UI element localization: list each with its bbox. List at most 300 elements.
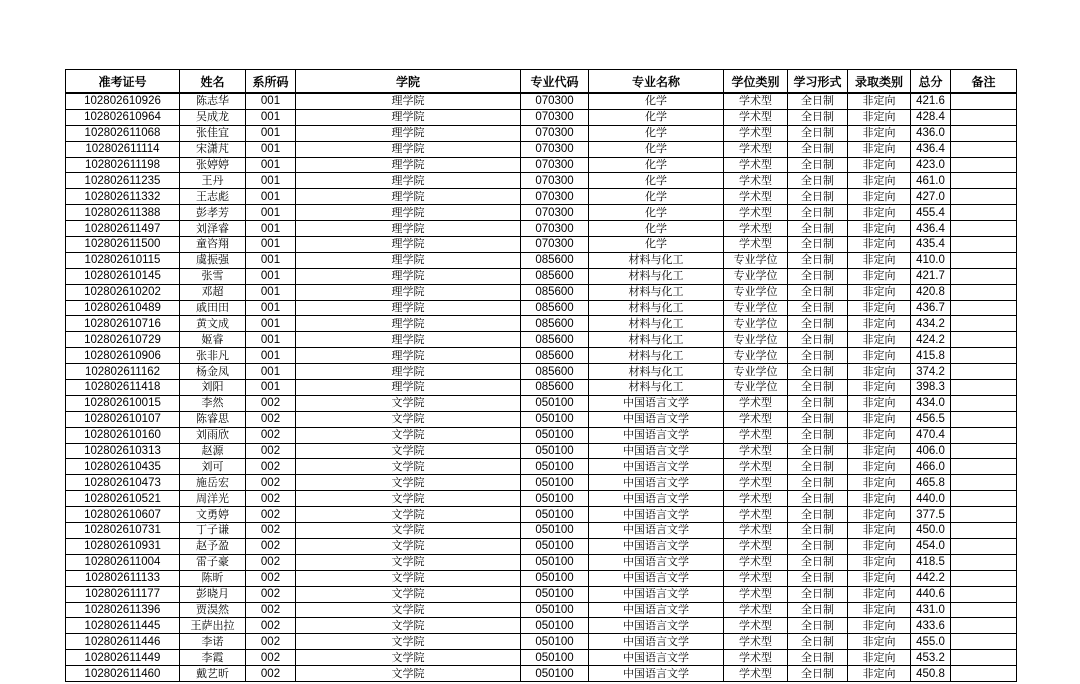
cell-exam-id: 102802611114 — [66, 141, 180, 157]
cell-dept-code: 001 — [246, 380, 296, 396]
header-row — [66, 70, 1017, 94]
cell-remarks — [951, 380, 1017, 396]
cell-dept-code: 002 — [246, 507, 296, 523]
cell-admission-type: 非定向 — [848, 459, 911, 475]
cell-remarks — [951, 364, 1017, 380]
cell-dept-code: 002 — [246, 427, 296, 443]
cell-admission-type: 非定向 — [848, 586, 911, 602]
cell-major-code: 070300 — [521, 141, 589, 157]
cell-major-name: 化学 — [589, 109, 724, 125]
table-row — [66, 125, 1017, 141]
cell-study-mode: 全日制 — [788, 491, 848, 507]
cell-admission-type: 非定向 — [848, 237, 911, 253]
table-row — [66, 93, 1017, 109]
cell-major-code: 070300 — [521, 109, 589, 125]
cell-name: 赵予盈 — [180, 538, 246, 554]
cell-major-name: 中国语言文学 — [589, 411, 724, 427]
cell-exam-id: 102802611004 — [66, 554, 180, 570]
cell-college: 理学院 — [296, 364, 521, 380]
cell-admission-type: 非定向 — [848, 650, 911, 666]
cell-dept-code: 002 — [246, 395, 296, 411]
cell-admission-type: 非定向 — [848, 364, 911, 380]
table-row — [66, 618, 1017, 634]
cell-college: 文学院 — [296, 427, 521, 443]
table-row — [66, 395, 1017, 411]
cell-admission-type: 非定向 — [848, 221, 911, 237]
cell-degree-type: 学术型 — [724, 538, 788, 554]
table-row — [66, 141, 1017, 157]
cell-remarks — [951, 586, 1017, 602]
cell-major-name: 中国语言文学 — [589, 523, 724, 539]
cell-degree-type: 学术型 — [724, 634, 788, 650]
cell-study-mode: 全日制 — [788, 316, 848, 332]
table-row — [66, 284, 1017, 300]
cell-dept-code: 001 — [246, 173, 296, 189]
cell-dept-code: 002 — [246, 666, 296, 682]
cell-exam-id: 102802610964 — [66, 109, 180, 125]
cell-major-code: 070300 — [521, 205, 589, 221]
cell-total-score: 453.2 — [911, 650, 951, 666]
column-header-total-score: 总分 — [911, 70, 951, 94]
cell-degree-type: 学术型 — [724, 411, 788, 427]
cell-major-code: 070300 — [521, 93, 589, 109]
column-header-major-code: 专业代码 — [521, 70, 589, 94]
cell-study-mode: 全日制 — [788, 586, 848, 602]
cell-major-name: 中国语言文学 — [589, 459, 724, 475]
cell-total-score: 455.0 — [911, 634, 951, 650]
cell-remarks — [951, 284, 1017, 300]
cell-dept-code: 001 — [246, 205, 296, 221]
cell-dept-code: 002 — [246, 618, 296, 634]
cell-major-name: 中国语言文学 — [589, 554, 724, 570]
cell-name: 吴成龙 — [180, 109, 246, 125]
cell-study-mode: 全日制 — [788, 300, 848, 316]
cell-total-score: 436.4 — [911, 141, 951, 157]
cell-dept-code: 002 — [246, 586, 296, 602]
cell-dept-code: 001 — [246, 268, 296, 284]
cell-dept-code: 002 — [246, 602, 296, 618]
cell-remarks — [951, 570, 1017, 586]
column-header-admission-type: 录取类别 — [848, 70, 911, 94]
cell-name: 陈睿思 — [180, 411, 246, 427]
cell-study-mode: 全日制 — [788, 109, 848, 125]
cell-college: 理学院 — [296, 268, 521, 284]
cell-college: 理学院 — [296, 300, 521, 316]
cell-major-name: 中国语言文学 — [589, 570, 724, 586]
cell-exam-id: 102802611396 — [66, 602, 180, 618]
cell-remarks — [951, 523, 1017, 539]
cell-name: 宋潇芃 — [180, 141, 246, 157]
cell-degree-type: 学术型 — [724, 491, 788, 507]
table-row — [66, 157, 1017, 173]
cell-remarks — [951, 666, 1017, 682]
cell-dept-code: 001 — [246, 364, 296, 380]
cell-exam-id: 102802610145 — [66, 268, 180, 284]
cell-major-name: 材料与化工 — [589, 316, 724, 332]
cell-study-mode: 全日制 — [788, 284, 848, 300]
cell-name: 邓超 — [180, 284, 246, 300]
cell-study-mode: 全日制 — [788, 507, 848, 523]
cell-total-score: 450.0 — [911, 523, 951, 539]
cell-major-code: 070300 — [521, 221, 589, 237]
cell-total-score: 435.4 — [911, 237, 951, 253]
cell-degree-type: 学术型 — [724, 507, 788, 523]
cell-total-score: 440.6 — [911, 586, 951, 602]
cell-major-code: 085600 — [521, 284, 589, 300]
cell-total-score: 466.0 — [911, 459, 951, 475]
cell-study-mode: 全日制 — [788, 332, 848, 348]
table-header — [66, 70, 1017, 94]
cell-degree-type: 学术型 — [724, 173, 788, 189]
cell-study-mode: 全日制 — [788, 570, 848, 586]
cell-admission-type: 非定向 — [848, 475, 911, 491]
cell-dept-code: 002 — [246, 570, 296, 586]
cell-name: 姬睿 — [180, 332, 246, 348]
cell-degree-type: 学术型 — [724, 237, 788, 253]
cell-total-score: 455.4 — [911, 205, 951, 221]
cell-name: 陈志华 — [180, 93, 246, 109]
cell-dept-code: 002 — [246, 443, 296, 459]
cell-remarks — [951, 93, 1017, 109]
table-row — [66, 523, 1017, 539]
cell-exam-id: 102802611235 — [66, 173, 180, 189]
cell-dept-code: 001 — [246, 189, 296, 205]
cell-name: 虞振强 — [180, 252, 246, 268]
cell-dept-code: 002 — [246, 411, 296, 427]
cell-college: 文学院 — [296, 586, 521, 602]
cell-degree-type: 学术型 — [724, 125, 788, 141]
cell-study-mode: 全日制 — [788, 157, 848, 173]
cell-name: 李然 — [180, 395, 246, 411]
cell-college: 理学院 — [296, 189, 521, 205]
cell-remarks — [951, 602, 1017, 618]
cell-total-score: 428.4 — [911, 109, 951, 125]
cell-total-score: 398.3 — [911, 380, 951, 396]
cell-admission-type: 非定向 — [848, 411, 911, 427]
cell-major-name: 化学 — [589, 189, 724, 205]
cell-study-mode: 全日制 — [788, 650, 848, 666]
cell-name: 刘可 — [180, 459, 246, 475]
cell-total-score: 440.0 — [911, 491, 951, 507]
cell-remarks — [951, 507, 1017, 523]
table-row — [66, 427, 1017, 443]
table-row — [66, 650, 1017, 666]
cell-degree-type: 学术型 — [724, 221, 788, 237]
cell-major-name: 中国语言文学 — [589, 634, 724, 650]
cell-degree-type: 专业学位 — [724, 364, 788, 380]
cell-remarks — [951, 316, 1017, 332]
cell-exam-id: 102802610202 — [66, 284, 180, 300]
table-row — [66, 554, 1017, 570]
cell-admission-type: 非定向 — [848, 332, 911, 348]
cell-major-code: 050100 — [521, 602, 589, 618]
cell-major-name: 材料与化工 — [589, 268, 724, 284]
cell-study-mode: 全日制 — [788, 523, 848, 539]
cell-name: 彭孝芳 — [180, 205, 246, 221]
cell-dept-code: 002 — [246, 475, 296, 491]
cell-total-score: 410.0 — [911, 252, 951, 268]
cell-college: 理学院 — [296, 157, 521, 173]
cell-major-code: 050100 — [521, 650, 589, 666]
cell-study-mode: 全日制 — [788, 618, 848, 634]
cell-major-code: 050100 — [521, 475, 589, 491]
cell-major-name: 化学 — [589, 237, 724, 253]
cell-major-code: 085600 — [521, 380, 589, 396]
cell-major-code: 050100 — [521, 634, 589, 650]
cell-degree-type: 学术型 — [724, 554, 788, 570]
table-row — [66, 316, 1017, 332]
cell-exam-id: 102802611445 — [66, 618, 180, 634]
cell-admission-type: 非定向 — [848, 395, 911, 411]
cell-remarks — [951, 252, 1017, 268]
cell-major-code: 050100 — [521, 459, 589, 475]
cell-major-name: 化学 — [589, 221, 724, 237]
cell-admission-type: 非定向 — [848, 602, 911, 618]
cell-degree-type: 专业学位 — [724, 300, 788, 316]
cell-admission-type: 非定向 — [848, 554, 911, 570]
cell-major-code: 050100 — [521, 554, 589, 570]
cell-total-score: 456.5 — [911, 411, 951, 427]
cell-remarks — [951, 205, 1017, 221]
table-row — [66, 586, 1017, 602]
cell-college: 理学院 — [296, 252, 521, 268]
cell-major-code: 085600 — [521, 348, 589, 364]
cell-exam-id: 102802611332 — [66, 189, 180, 205]
cell-exam-id: 102802611388 — [66, 205, 180, 221]
cell-admission-type: 非定向 — [848, 634, 911, 650]
cell-name: 李霞 — [180, 650, 246, 666]
table-row — [66, 189, 1017, 205]
cell-major-code: 085600 — [521, 316, 589, 332]
cell-exam-id: 102802610607 — [66, 507, 180, 523]
table-row — [66, 634, 1017, 650]
table-row — [66, 459, 1017, 475]
cell-major-code: 085600 — [521, 300, 589, 316]
cell-degree-type: 学术型 — [724, 650, 788, 666]
cell-exam-id: 102802610716 — [66, 316, 180, 332]
cell-exam-id: 102802611133 — [66, 570, 180, 586]
table-row — [66, 364, 1017, 380]
cell-total-score: 415.8 — [911, 348, 951, 364]
cell-college: 理学院 — [296, 237, 521, 253]
cell-dept-code: 001 — [246, 221, 296, 237]
cell-major-code: 050100 — [521, 395, 589, 411]
table-row — [66, 538, 1017, 554]
cell-study-mode: 全日制 — [788, 93, 848, 109]
cell-exam-id: 102802610160 — [66, 427, 180, 443]
cell-remarks — [951, 109, 1017, 125]
cell-total-score: 434.2 — [911, 316, 951, 332]
cell-name: 张非凡 — [180, 348, 246, 364]
cell-college: 文学院 — [296, 443, 521, 459]
cell-degree-type: 学术型 — [724, 443, 788, 459]
cell-study-mode: 全日制 — [788, 427, 848, 443]
cell-admission-type: 非定向 — [848, 491, 911, 507]
cell-dept-code: 001 — [246, 252, 296, 268]
cell-college: 理学院 — [296, 173, 521, 189]
cell-exam-id: 102802611460 — [66, 666, 180, 682]
cell-exam-id: 102802610729 — [66, 332, 180, 348]
cell-total-score: 436.4 — [911, 221, 951, 237]
cell-college: 理学院 — [296, 380, 521, 396]
cell-college: 文学院 — [296, 634, 521, 650]
cell-major-code: 050100 — [521, 427, 589, 443]
cell-remarks — [951, 475, 1017, 491]
cell-remarks — [951, 459, 1017, 475]
cell-name: 陈昕 — [180, 570, 246, 586]
cell-major-name: 中国语言文学 — [589, 538, 724, 554]
cell-dept-code: 001 — [246, 157, 296, 173]
cell-major-code: 085600 — [521, 332, 589, 348]
cell-remarks — [951, 173, 1017, 189]
cell-remarks — [951, 634, 1017, 650]
cell-major-code: 085600 — [521, 364, 589, 380]
table-row — [66, 570, 1017, 586]
cell-study-mode: 全日制 — [788, 268, 848, 284]
cell-major-name: 材料与化工 — [589, 364, 724, 380]
cell-remarks — [951, 237, 1017, 253]
table-row — [66, 300, 1017, 316]
cell-study-mode: 全日制 — [788, 348, 848, 364]
cell-name: 赵源 — [180, 443, 246, 459]
cell-dept-code: 002 — [246, 650, 296, 666]
cell-major-name: 材料与化工 — [589, 348, 724, 364]
cell-admission-type: 非定向 — [848, 348, 911, 364]
cell-total-score: 450.8 — [911, 666, 951, 682]
cell-study-mode: 全日制 — [788, 125, 848, 141]
cell-college: 理学院 — [296, 348, 521, 364]
cell-degree-type: 学术型 — [724, 618, 788, 634]
cell-college: 文学院 — [296, 523, 521, 539]
cell-admission-type: 非定向 — [848, 427, 911, 443]
cell-study-mode: 全日制 — [788, 364, 848, 380]
cell-admission-type: 非定向 — [848, 538, 911, 554]
cell-total-score: 420.8 — [911, 284, 951, 300]
cell-college: 文学院 — [296, 411, 521, 427]
admission-list-sheet — [65, 69, 1017, 682]
cell-study-mode: 全日制 — [788, 173, 848, 189]
cell-college: 文学院 — [296, 554, 521, 570]
cell-total-score: 374.2 — [911, 364, 951, 380]
cell-major-code: 070300 — [521, 157, 589, 173]
cell-total-score: 470.4 — [911, 427, 951, 443]
cell-college: 文学院 — [296, 650, 521, 666]
cell-remarks — [951, 332, 1017, 348]
cell-college: 文学院 — [296, 538, 521, 554]
cell-exam-id: 102802611497 — [66, 221, 180, 237]
cell-remarks — [951, 221, 1017, 237]
cell-exam-id: 102802611446 — [66, 634, 180, 650]
cell-name: 张雪 — [180, 268, 246, 284]
cell-major-code: 070300 — [521, 173, 589, 189]
column-header-study-mode: 学习形式 — [788, 70, 848, 94]
cell-major-name: 中国语言文学 — [589, 618, 724, 634]
cell-total-score: 427.0 — [911, 189, 951, 205]
table-body — [66, 93, 1017, 681]
cell-name: 雷子豪 — [180, 554, 246, 570]
cell-study-mode: 全日制 — [788, 395, 848, 411]
column-header-degree-type: 学位类别 — [724, 70, 788, 94]
cell-exam-id: 102802611198 — [66, 157, 180, 173]
cell-total-score: 454.0 — [911, 538, 951, 554]
table-row — [66, 475, 1017, 491]
cell-remarks — [951, 157, 1017, 173]
cell-major-name: 化学 — [589, 205, 724, 221]
cell-remarks — [951, 538, 1017, 554]
cell-degree-type: 学术型 — [724, 475, 788, 491]
cell-major-name: 中国语言文学 — [589, 395, 724, 411]
cell-dept-code: 002 — [246, 538, 296, 554]
cell-major-name: 中国语言文学 — [589, 666, 724, 682]
cell-exam-id: 102802610731 — [66, 523, 180, 539]
cell-name: 刘阳 — [180, 380, 246, 396]
cell-total-score: 423.0 — [911, 157, 951, 173]
cell-study-mode: 全日制 — [788, 380, 848, 396]
cell-dept-code: 002 — [246, 634, 296, 650]
cell-college: 理学院 — [296, 205, 521, 221]
cell-total-score: 436.0 — [911, 125, 951, 141]
cell-study-mode: 全日制 — [788, 221, 848, 237]
cell-college: 文学院 — [296, 570, 521, 586]
cell-degree-type: 专业学位 — [724, 348, 788, 364]
cell-major-name: 化学 — [589, 125, 724, 141]
cell-exam-id: 102802610926 — [66, 93, 180, 109]
cell-dept-code: 001 — [246, 109, 296, 125]
cell-admission-type: 非定向 — [848, 268, 911, 284]
cell-degree-type: 学术型 — [724, 189, 788, 205]
cell-degree-type: 学术型 — [724, 205, 788, 221]
column-header-remarks: 备注 — [951, 70, 1017, 94]
cell-name: 童咨翔 — [180, 237, 246, 253]
table-row — [66, 252, 1017, 268]
cell-dept-code: 001 — [246, 93, 296, 109]
cell-name: 王丹 — [180, 173, 246, 189]
cell-study-mode: 全日制 — [788, 443, 848, 459]
cell-name: 王萨出拉 — [180, 618, 246, 634]
cell-major-code: 070300 — [521, 237, 589, 253]
cell-study-mode: 全日制 — [788, 538, 848, 554]
cell-degree-type: 专业学位 — [724, 284, 788, 300]
cell-admission-type: 非定向 — [848, 380, 911, 396]
cell-remarks — [951, 443, 1017, 459]
table-row — [66, 205, 1017, 221]
cell-total-score: 465.8 — [911, 475, 951, 491]
cell-exam-id: 102802611449 — [66, 650, 180, 666]
cell-study-mode: 全日制 — [788, 666, 848, 682]
cell-exam-id: 102802611068 — [66, 125, 180, 141]
cell-major-name: 化学 — [589, 173, 724, 189]
cell-major-name: 材料与化工 — [589, 332, 724, 348]
cell-admission-type: 非定向 — [848, 570, 911, 586]
column-header-college: 学院 — [296, 70, 521, 94]
cell-exam-id: 102802610473 — [66, 475, 180, 491]
cell-remarks — [951, 411, 1017, 427]
cell-college: 理学院 — [296, 93, 521, 109]
cell-remarks — [951, 268, 1017, 284]
cell-name: 黄文成 — [180, 316, 246, 332]
cell-exam-id: 102802611162 — [66, 364, 180, 380]
cell-major-name: 材料与化工 — [589, 300, 724, 316]
cell-college: 理学院 — [296, 109, 521, 125]
cell-study-mode: 全日制 — [788, 602, 848, 618]
cell-major-name: 中国语言文学 — [589, 475, 724, 491]
cell-college: 理学院 — [296, 284, 521, 300]
cell-remarks — [951, 618, 1017, 634]
cell-admission-type: 非定向 — [848, 618, 911, 634]
cell-major-code: 050100 — [521, 538, 589, 554]
cell-name: 戚田田 — [180, 300, 246, 316]
cell-total-score: 424.2 — [911, 332, 951, 348]
